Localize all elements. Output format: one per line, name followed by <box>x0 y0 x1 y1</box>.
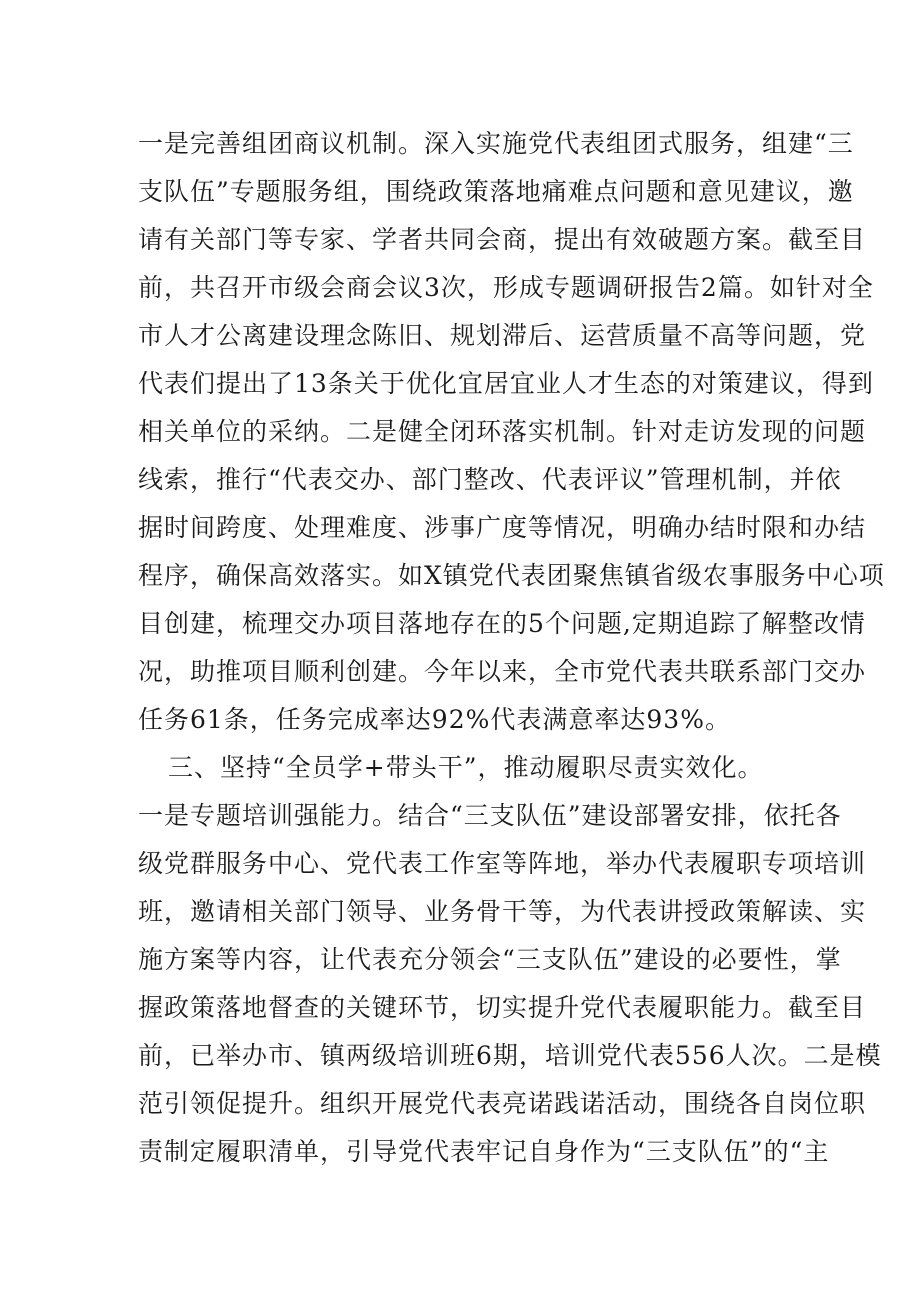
text-line: 线索，推行“代表交办、部门整改、代表评议”管理机制，并依 <box>138 465 842 494</box>
text-line: 据时间跨度、处理难度、涉事广度等情况，明确办结时限和办结 <box>138 513 867 542</box>
text-line: 范引领促提升。组织开展党代表亮诺践诺活动，围绕各自岗位职 <box>138 1089 867 1118</box>
section-heading: 三、坚持“全员学+带头干”，推动履职尽责实效化。 <box>168 753 764 782</box>
text-line: 一是专题培训强能力。结合“三支队伍”建设部署安排，依托各 <box>138 801 842 830</box>
text-line: 支队伍”专题服务组，围绕政策落地痛难点问题和意见建议，邀 <box>138 177 854 206</box>
text-line: 一是完善组团商议机制。深入实施党代表组团式服务，组建“三 <box>138 129 854 158</box>
text-line: 前，共召开市级会商会议3次，形成专题调研报告2篇。如针对全 <box>138 273 874 302</box>
text-line: 责制定履职清单，引导党代表牢记自身作为“三支队伍”的“主 <box>138 1137 830 1166</box>
text-line: 代表们提出了13条关于优化宜居宜业人才生态的对策建议，得到 <box>138 369 874 398</box>
text-line: 况，助推项目顺利创建。今年以来，全市党代表共联系部门交办 <box>138 657 867 686</box>
text-line: 级党群服务中心、党代表工作室等阵地，举办代表履职专项培训 <box>138 849 867 878</box>
text-line: 前，已举办市、镇两级培训班6期，培训党代表556人次。二是模 <box>138 1041 882 1070</box>
text-line: 目创建，梳理交办项目落地存在的5个问题,定期追踪了解整改情 <box>138 609 866 638</box>
text-line: 握政策落地督查的关键环节，切实提升党代表履职能力。截至目 <box>138 993 867 1022</box>
text-line: 相关单位的采纳。二是健全闭环落实机制。针对走访发现的问题 <box>138 417 867 446</box>
text-line: 施方案等内容，让代表充分领会“三支队伍”建设的必要性，掌 <box>138 945 842 974</box>
text-line: 班，邀请相关部门领导、业务骨干等，为代表讲授政策解读、实 <box>138 897 867 926</box>
text-line: 市人才公离建设理念陈旧、规划滞后、运营质量不高等问题，党 <box>138 321 867 350</box>
document-body <box>138 120 885 1176</box>
text-line: 程序，确保高效落实。如X镇党代表团聚焦镇省级农事服务中心项 <box>138 561 885 590</box>
text-line: 请有关部门等专家、学者共同会商，提出有效破题方案。截至目 <box>138 225 867 254</box>
paragraph-end-line: 任务61条，任务完成率达92%代表满意率达93%。 <box>138 705 731 734</box>
